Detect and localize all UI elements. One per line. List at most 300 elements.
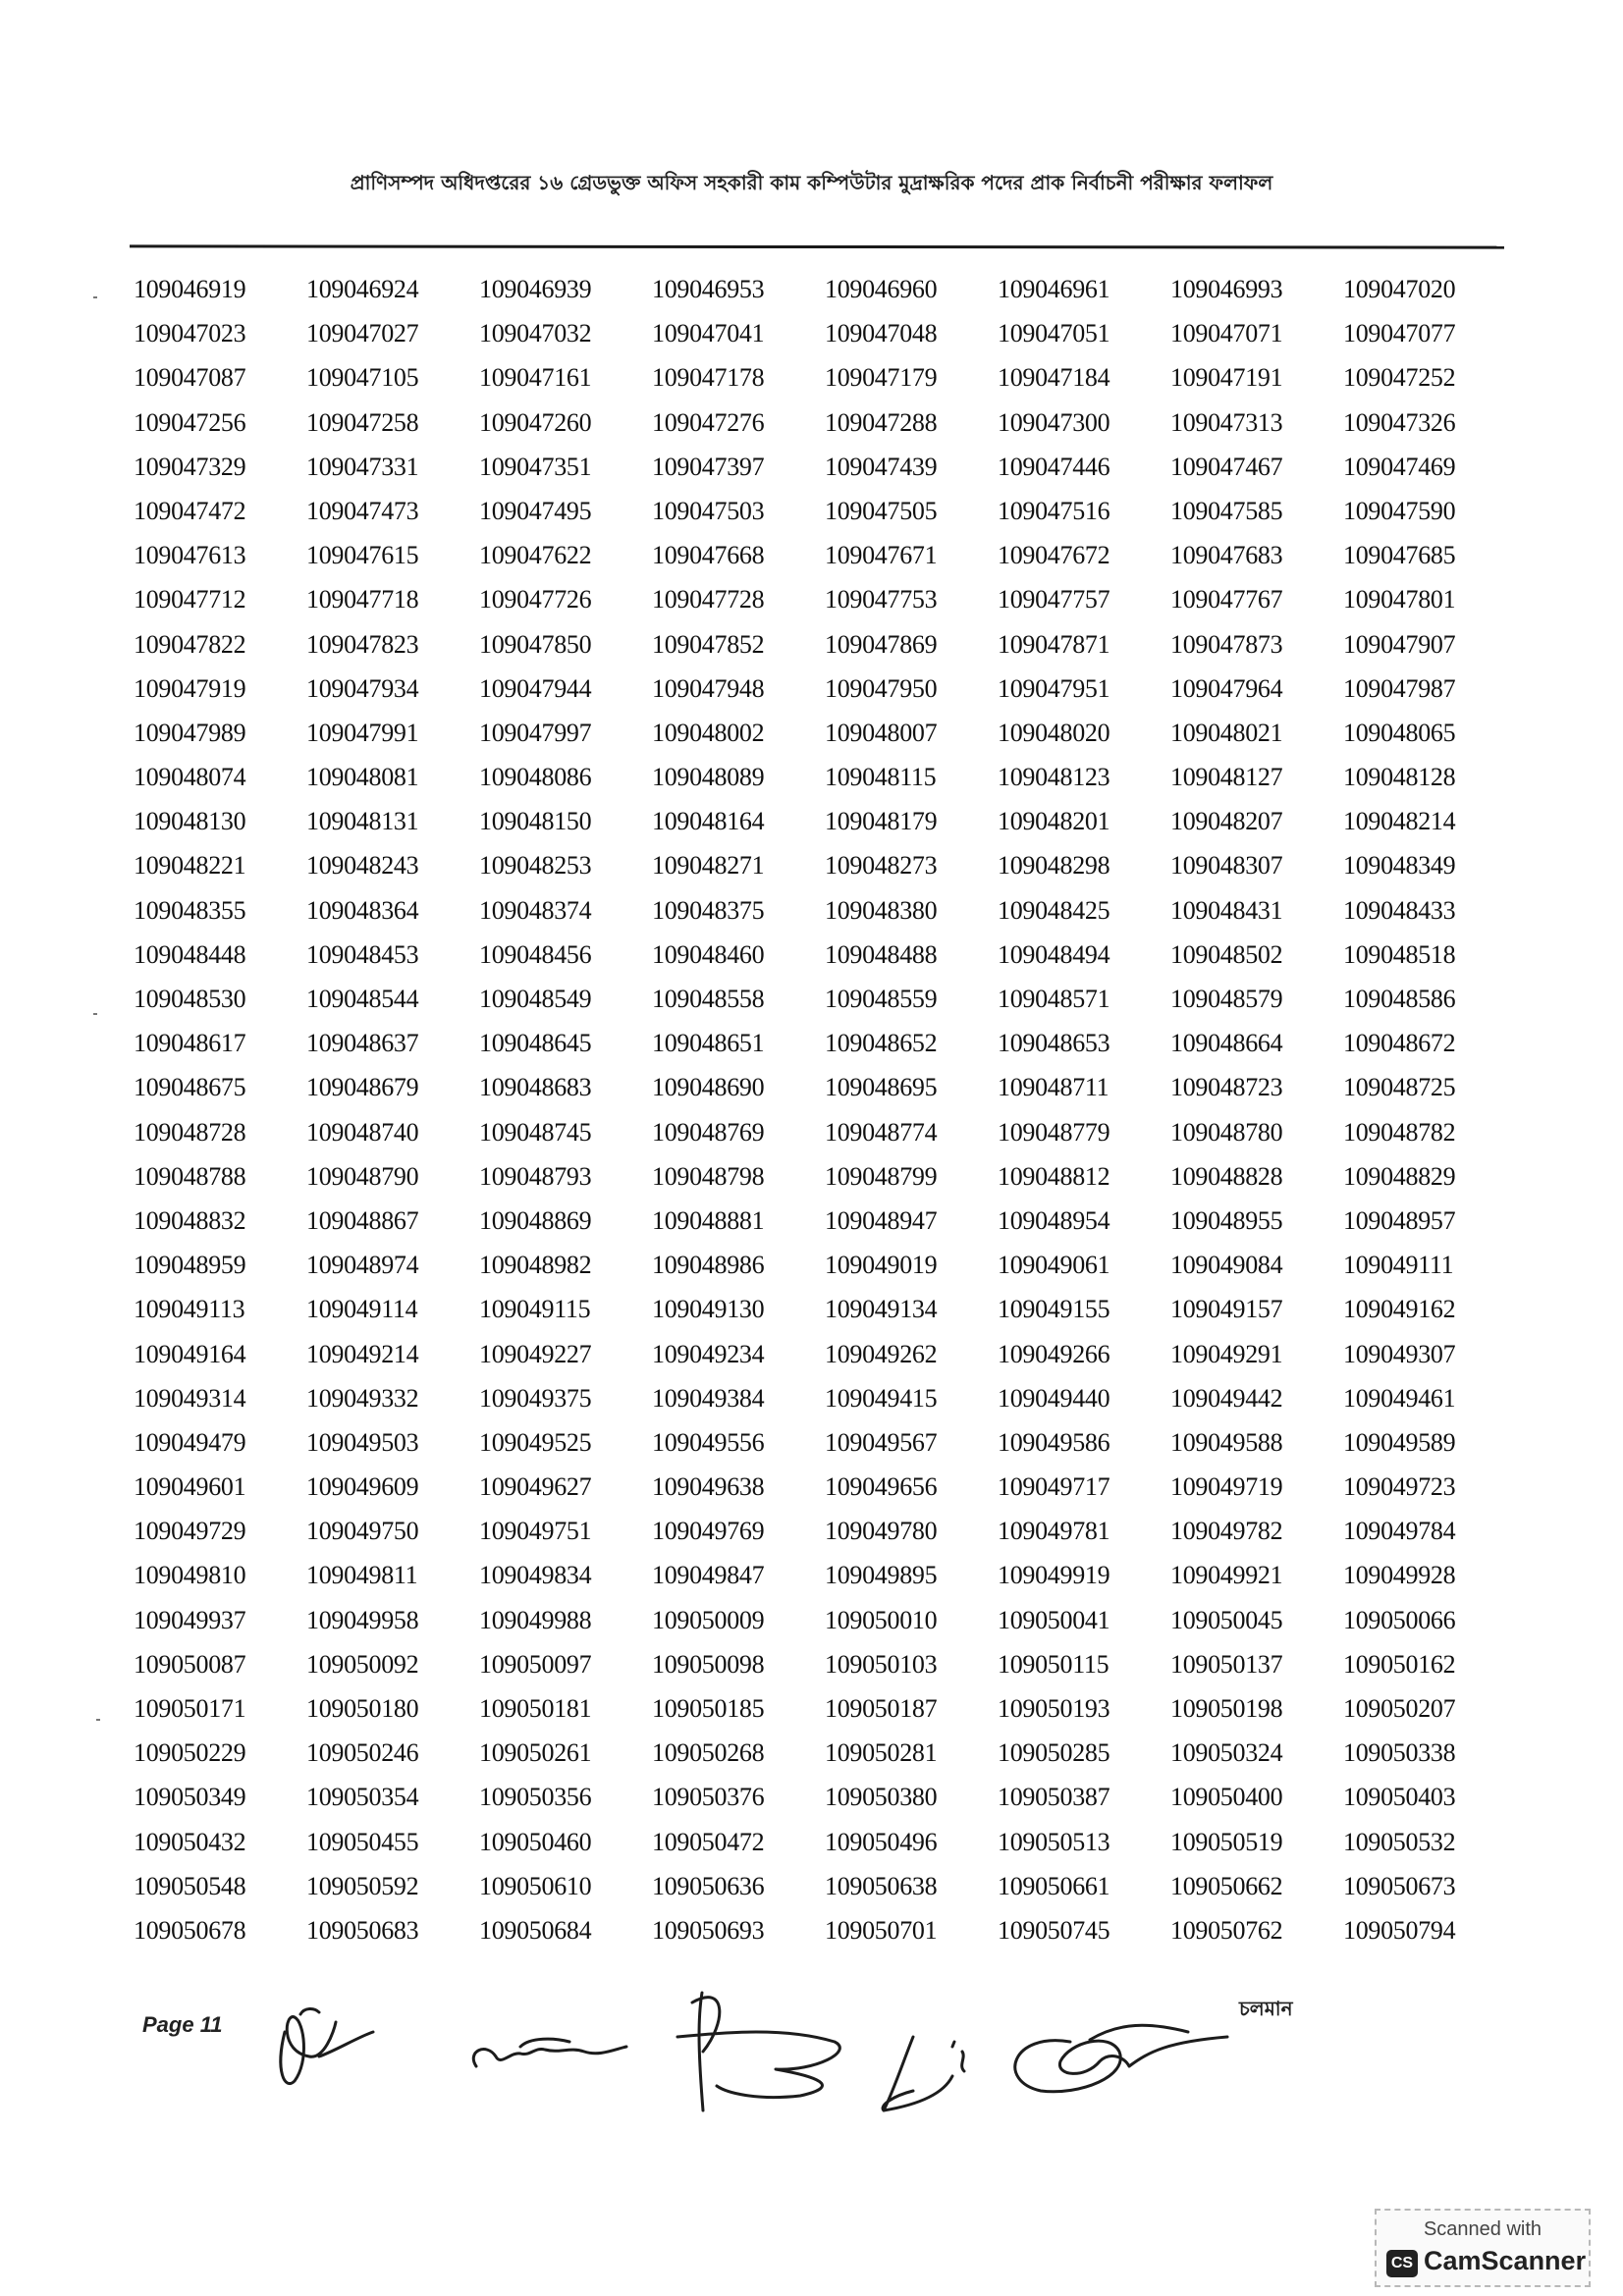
roll-number: 109047071 [1170, 319, 1283, 348]
roll-number: 109048617 [134, 1029, 246, 1058]
roll-number: 109047919 [134, 673, 246, 703]
roll-number: 109050693 [652, 1915, 765, 1945]
roll-number: 109049751 [479, 1517, 592, 1546]
roll-number: 109047613 [134, 541, 246, 570]
roll-number: 109048128 [1343, 763, 1456, 792]
roll-number: 109048271 [652, 851, 765, 881]
roll-number: 109047260 [479, 407, 592, 437]
header-rule [130, 244, 1504, 248]
roll-number: 109049375 [479, 1383, 592, 1413]
roll-number: 109048307 [1170, 851, 1283, 881]
roll-number: 109047329 [134, 452, 246, 481]
roll-number: 109048020 [998, 718, 1110, 747]
roll-number: 109048298 [998, 851, 1110, 881]
roll-number: 109048558 [652, 985, 765, 1013]
roll-number: 109049061 [998, 1251, 1110, 1280]
roll-number: 109048723 [1170, 1073, 1283, 1102]
roll-number: 109048683 [479, 1073, 592, 1102]
roll-number: 109048881 [652, 1205, 765, 1235]
roll-number: 109048959 [134, 1251, 246, 1280]
roll-number: 109048829 [1343, 1161, 1456, 1191]
roll-number: 109049656 [825, 1472, 938, 1502]
roll-number: 109049895 [825, 1561, 938, 1590]
roll-number: 109050162 [1343, 1649, 1456, 1679]
roll-number: 109049729 [134, 1517, 246, 1546]
roll-number: 109046993 [1170, 275, 1283, 303]
roll-number: 109047473 [306, 496, 419, 525]
roll-number: 109048115 [825, 763, 937, 792]
roll-number: 109049750 [306, 1517, 419, 1546]
roll-number: 109048799 [825, 1161, 938, 1191]
roll-number: 109049214 [306, 1339, 419, 1368]
roll-number: 109048711 [998, 1073, 1109, 1102]
roll-number: 109048740 [306, 1117, 419, 1147]
roll-number: 109047276 [652, 407, 765, 437]
roll-number: 109049115 [479, 1295, 591, 1324]
roll-number: 109049988 [479, 1605, 592, 1634]
roll-number: 109047590 [1343, 496, 1456, 525]
roll-number: 109048571 [998, 985, 1110, 1013]
roll-number: 109049113 [134, 1295, 245, 1324]
roll-number: 109047258 [306, 407, 419, 437]
roll-number: 109050636 [652, 1871, 765, 1900]
roll-number: 109050684 [479, 1915, 592, 1945]
roll-number: 109048695 [825, 1073, 938, 1102]
roll-number: 109047331 [306, 452, 419, 481]
roll-number: 109048179 [825, 807, 938, 836]
roll-number: 109048273 [825, 851, 938, 881]
roll-number: 109048947 [825, 1205, 938, 1235]
roll-number: 109050066 [1343, 1605, 1456, 1634]
roll-number: 109049810 [134, 1561, 246, 1590]
roll-number: 109047048 [825, 319, 938, 348]
roll-number: 109050745 [998, 1915, 1110, 1945]
roll-number: 109049811 [306, 1561, 418, 1590]
roll-number: 109048375 [652, 895, 765, 925]
roll-number: 109047767 [1170, 585, 1283, 614]
roll-number: 109050356 [479, 1783, 592, 1812]
roll-number: 109048425 [998, 895, 1110, 925]
roll-number: 109047871 [998, 629, 1110, 659]
roll-number: 109048788 [134, 1161, 246, 1191]
roll-number: 109048007 [825, 718, 938, 747]
roll-number: 109048957 [1343, 1205, 1456, 1235]
roll-number: 109050229 [134, 1738, 246, 1768]
roll-number: 109047161 [479, 363, 592, 393]
roll-number: 109048448 [134, 939, 246, 969]
roll-number: 109049155 [998, 1295, 1110, 1324]
roll-number: 109049589 [1343, 1427, 1456, 1457]
roll-number: 109049442 [1170, 1383, 1283, 1413]
roll-number: 109050246 [306, 1738, 419, 1768]
roll-number: 109050460 [479, 1827, 592, 1856]
roll-number: 109049769 [652, 1517, 765, 1546]
roll-number: 109050400 [1170, 1783, 1283, 1812]
roll-number: 109050455 [306, 1827, 419, 1856]
signature-1 [281, 2008, 373, 2083]
roll-number: 109049588 [1170, 1427, 1283, 1457]
roll-number: 109047439 [825, 452, 938, 481]
roll-number: 109048131 [306, 807, 419, 836]
roll-number: 109048954 [998, 1205, 1110, 1235]
roll-number: 109049134 [825, 1295, 938, 1324]
roll-number: 109050281 [825, 1738, 938, 1768]
roll-number: 109049130 [652, 1295, 765, 1324]
roll-number: 109048637 [306, 1029, 419, 1058]
roll-number: 109049847 [652, 1561, 765, 1590]
roll-number: 109048201 [998, 807, 1110, 836]
roll-number: 109048793 [479, 1161, 592, 1191]
roll-number: 109048349 [1343, 851, 1456, 881]
roll-number: 109047944 [479, 673, 592, 703]
roll-number: 109050180 [306, 1694, 419, 1723]
roll-number: 109050762 [1170, 1915, 1283, 1945]
roll-number: 109048798 [652, 1161, 765, 1191]
roll-number: 109047516 [998, 496, 1110, 525]
roll-number: 109047615 [306, 541, 419, 570]
roll-number: 109048664 [1170, 1029, 1283, 1058]
roll-number: 109050285 [998, 1738, 1110, 1768]
roll-number: 109050009 [652, 1605, 765, 1634]
roll-number: 109047252 [1343, 363, 1456, 393]
roll-number: 109049921 [1170, 1561, 1283, 1590]
roll-number: 109049111 [1343, 1251, 1454, 1280]
roll-number: 109048431 [1170, 895, 1283, 925]
roll-number: 109050097 [479, 1649, 592, 1679]
roll-number: 109047041 [652, 319, 765, 348]
roll-number: 109050673 [1343, 1871, 1456, 1900]
roll-number: 109048832 [134, 1205, 246, 1235]
roll-number: 109049638 [652, 1472, 765, 1502]
roll-number: 109049162 [1343, 1295, 1456, 1324]
roll-number: 109049780 [825, 1517, 938, 1546]
roll-number: 109048130 [134, 807, 246, 836]
roll-number: 109047023 [134, 319, 246, 348]
roll-number: 109048086 [479, 763, 592, 792]
roll-number: 109050187 [825, 1694, 938, 1723]
roll-number: 109048652 [825, 1029, 938, 1058]
roll-number: 109050610 [479, 1871, 592, 1900]
roll-number: 109050638 [825, 1871, 938, 1900]
roll-number: 109050268 [652, 1738, 765, 1768]
roll-number: 109047997 [479, 718, 592, 747]
roll-number: 109049227 [479, 1339, 592, 1368]
roll-number: 109047191 [1170, 363, 1283, 393]
scan-speck [93, 296, 97, 298]
roll-number: 109049601 [134, 1472, 246, 1502]
roll-number: 109047907 [1343, 629, 1456, 659]
roll-number: 109047032 [479, 319, 592, 348]
roll-number: 109048544 [306, 985, 419, 1013]
roll-number: 109047726 [479, 585, 592, 614]
roll-number: 109050532 [1343, 1827, 1456, 1856]
roll-number: 109050496 [825, 1827, 938, 1856]
roll-number: 109048380 [825, 895, 938, 925]
roll-number: 109050661 [998, 1871, 1110, 1900]
roll-number: 109048559 [825, 985, 938, 1013]
roll-number: 109047178 [652, 363, 765, 393]
roll-number: 109047256 [134, 407, 246, 437]
roll-number: 109047948 [652, 673, 765, 703]
roll-number: 109048982 [479, 1251, 592, 1280]
roll-number: 109050354 [306, 1783, 419, 1812]
roll-number: 109047753 [825, 585, 938, 614]
roll-number: 109049525 [479, 1427, 592, 1457]
roll-number: 109048453 [306, 939, 419, 969]
roll-number: 109049782 [1170, 1517, 1283, 1546]
roll-number: 109048364 [306, 895, 419, 925]
roll-number: 109048081 [306, 763, 419, 792]
roll-number: 109048586 [1343, 985, 1456, 1013]
roll-number: 109047288 [825, 407, 938, 437]
roll-number: 109049266 [998, 1339, 1110, 1368]
roll-number: 109048728 [134, 1117, 246, 1147]
roll-number: 109048986 [652, 1251, 765, 1280]
roll-number: 109048502 [1170, 939, 1283, 969]
roll-number: 109047801 [1343, 585, 1456, 614]
roll-number: 109046939 [479, 275, 592, 303]
roll-number: 109048150 [479, 807, 592, 836]
roll-number: 109049556 [652, 1427, 765, 1457]
roll-number: 109048812 [998, 1161, 1110, 1191]
roll-number: 109047873 [1170, 629, 1283, 659]
roll-number: 109050432 [134, 1827, 246, 1856]
roll-number: 109049384 [652, 1383, 765, 1413]
roll-number: 109050519 [1170, 1827, 1283, 1856]
roll-number: 109048769 [652, 1117, 765, 1147]
roll-number: 109050794 [1343, 1915, 1456, 1945]
roll-number: 109050678 [134, 1915, 246, 1945]
roll-number: 109049234 [652, 1339, 765, 1368]
roll-number: 109048253 [479, 851, 592, 881]
roll-number: 109050349 [134, 1783, 246, 1812]
roll-number: 109049314 [134, 1383, 246, 1413]
roll-number: 109047934 [306, 673, 419, 703]
roll-number: 109047622 [479, 541, 592, 570]
roll-number: 109048123 [998, 763, 1110, 792]
roll-number: 109049415 [825, 1383, 938, 1413]
signature-annotation: চলমান [1239, 1997, 1293, 2020]
roll-number: 109048089 [652, 763, 765, 792]
roll-number: 109049781 [998, 1517, 1110, 1546]
roll-number: 109048355 [134, 895, 246, 925]
roll-number: 109050403 [1343, 1783, 1456, 1812]
roll-number: 109046919 [134, 275, 246, 303]
watermark-caption: Scanned with [1423, 2218, 1542, 2240]
roll-number-grid [134, 267, 1516, 1952]
roll-number: 109050115 [998, 1649, 1109, 1679]
camscanner-logo-icon: CS [1386, 2250, 1418, 2277]
roll-number: 109048645 [479, 1029, 592, 1058]
roll-number: 109048779 [998, 1117, 1110, 1147]
roll-number: 109050045 [1170, 1605, 1283, 1634]
roll-number: 109047505 [825, 496, 938, 525]
scanner-watermark [1375, 2209, 1591, 2287]
roll-number: 109050701 [825, 1915, 938, 1945]
roll-number: 109048672 [1343, 1029, 1456, 1058]
roll-number: 109049627 [479, 1472, 592, 1502]
roll-number: 109047077 [1343, 319, 1456, 348]
roll-number: 109050662 [1170, 1871, 1283, 1900]
roll-number: 109048460 [652, 939, 765, 969]
roll-number: 109048243 [306, 851, 419, 881]
roll-number: 109048488 [825, 939, 938, 969]
roll-number: 109048530 [134, 985, 246, 1013]
roll-number: 109047472 [134, 496, 246, 525]
roll-number: 109047397 [652, 452, 765, 481]
roll-number: 109049719 [1170, 1472, 1283, 1502]
scan-speck [93, 1013, 97, 1015]
roll-number: 109049084 [1170, 1251, 1283, 1280]
roll-number: 109049262 [825, 1339, 938, 1368]
roll-number: 109047823 [306, 629, 419, 659]
roll-number: 109048074 [134, 763, 246, 792]
roll-number: 109049332 [306, 1383, 419, 1413]
roll-number: 109049723 [1343, 1472, 1456, 1502]
signature-3 [677, 1993, 839, 2110]
roll-number: 109048494 [998, 939, 1110, 969]
roll-number: 109050513 [998, 1827, 1110, 1856]
roll-number: 109047757 [998, 585, 1110, 614]
roll-number: 109049479 [134, 1427, 246, 1457]
roll-number: 109047027 [306, 319, 419, 348]
roll-number: 109046953 [652, 275, 765, 303]
roll-number: 109050185 [652, 1694, 765, 1723]
roll-number: 109050592 [306, 1871, 419, 1900]
roll-number: 109048433 [1343, 895, 1456, 925]
roll-number: 109047850 [479, 629, 592, 659]
roll-number: 109050198 [1170, 1694, 1283, 1723]
roll-number: 109050171 [134, 1694, 246, 1723]
roll-number: 109049784 [1343, 1517, 1456, 1546]
roll-number: 109047852 [652, 629, 765, 659]
signature-4 [883, 2037, 964, 2110]
roll-number: 109050010 [825, 1605, 938, 1634]
roll-number: 109048207 [1170, 807, 1283, 836]
roll-number: 109048549 [479, 985, 592, 1013]
roll-number: 109048021 [1170, 718, 1283, 747]
roll-number: 109048579 [1170, 985, 1283, 1013]
roll-number: 109048725 [1343, 1073, 1456, 1102]
roll-number: 109048869 [479, 1205, 592, 1235]
roll-number: 109050548 [134, 1871, 246, 1900]
roll-number: 109048774 [825, 1117, 938, 1147]
roll-number: 109048675 [134, 1073, 246, 1102]
roll-number: 109049019 [825, 1251, 938, 1280]
roll-number: 109047300 [998, 407, 1110, 437]
roll-number: 109048518 [1343, 939, 1456, 969]
roll-number: 109047964 [1170, 673, 1283, 703]
roll-number: 109047672 [998, 541, 1110, 570]
roll-number: 109048651 [652, 1029, 765, 1058]
roll-number: 109047712 [134, 585, 246, 614]
roll-number: 109048127 [1170, 763, 1283, 792]
watermark-brand: CamScanner [1424, 2246, 1587, 2275]
roll-number: 109047495 [479, 496, 592, 525]
roll-number: 109047950 [825, 673, 938, 703]
roll-number: 109047685 [1343, 541, 1456, 570]
roll-number: 109047020 [1343, 275, 1456, 303]
roll-number: 109049114 [306, 1295, 418, 1324]
roll-number: 109048690 [652, 1073, 765, 1102]
roll-number: 109048002 [652, 718, 765, 747]
roll-number: 109050380 [825, 1783, 938, 1812]
roll-number: 109049958 [306, 1605, 419, 1634]
roll-number: 109049937 [134, 1605, 246, 1634]
roll-number: 109047467 [1170, 452, 1283, 481]
roll-number: 109049503 [306, 1427, 419, 1457]
page-title: প্রাণিসম্পদ অধিদপ্তরের ১৬ গ্রেডভুক্ত অফিস সহকারী কাম কম্পিউটার মুদ্রাক্ষরিক পদের প্রাক নির্বাচনী পরীক্ষার ফলাফল [350, 171, 1273, 194]
roll-number: 109049440 [998, 1383, 1110, 1413]
roll-number: 109050103 [825, 1649, 938, 1679]
roll-number: 109050207 [1343, 1694, 1456, 1723]
roll-number: 109048374 [479, 895, 592, 925]
roll-number: 109050098 [652, 1649, 765, 1679]
roll-number: 109050181 [479, 1694, 592, 1723]
roll-number: 109050683 [306, 1915, 419, 1945]
roll-number: 109050087 [134, 1649, 246, 1679]
roll-number: 109047728 [652, 585, 765, 614]
roll-number: 109047469 [1343, 452, 1456, 481]
roll-number: 109050338 [1343, 1738, 1456, 1768]
roll-number: 109048679 [306, 1073, 419, 1102]
roll-number: 109048456 [479, 939, 592, 969]
roll-number: 109050092 [306, 1649, 419, 1679]
roll-number: 109049157 [1170, 1295, 1283, 1324]
roll-number: 109047989 [134, 718, 246, 747]
roll-number: 109048065 [1343, 718, 1456, 747]
roll-number: 109047087 [134, 363, 246, 393]
signature-2 [473, 2039, 626, 2066]
roll-number: 109049461 [1343, 1383, 1456, 1413]
roll-number: 109049919 [998, 1561, 1110, 1590]
roll-number: 109047987 [1343, 673, 1456, 703]
roll-number: 109048974 [306, 1251, 419, 1280]
roll-number: 109050137 [1170, 1649, 1283, 1679]
roll-number: 109048790 [306, 1161, 419, 1191]
roll-number: 109047446 [998, 452, 1110, 481]
roll-number: 109047503 [652, 496, 765, 525]
roll-number: 109048955 [1170, 1205, 1283, 1235]
roll-number: 109050324 [1170, 1738, 1283, 1768]
roll-number: 109050193 [998, 1694, 1110, 1723]
roll-number: 109046960 [825, 275, 938, 303]
roll-number: 109048867 [306, 1205, 419, 1235]
roll-number: 109048828 [1170, 1161, 1283, 1191]
roll-number: 109047179 [825, 363, 938, 393]
roll-number: 109050376 [652, 1783, 765, 1812]
roll-number: 109046961 [998, 275, 1110, 303]
roll-number: 109050387 [998, 1783, 1110, 1812]
roll-number: 109050472 [652, 1827, 765, 1856]
roll-number: 109047313 [1170, 407, 1283, 437]
roll-number: 109048214 [1343, 807, 1456, 836]
roll-number: 109047718 [306, 585, 419, 614]
scan-speck [96, 1719, 100, 1721]
roll-number: 109049834 [479, 1561, 592, 1590]
signature-5 [1015, 2025, 1227, 2091]
roll-number: 109047184 [998, 363, 1110, 393]
roll-number: 109049586 [998, 1427, 1110, 1457]
roll-number: 109049717 [998, 1472, 1110, 1502]
page-number: Page 11 [142, 2012, 223, 2037]
roll-number: 109047671 [825, 541, 938, 570]
roll-number: 109048653 [998, 1029, 1110, 1058]
roll-number: 109049928 [1343, 1561, 1456, 1590]
roll-number: 109047822 [134, 629, 246, 659]
roll-number: 109047326 [1343, 407, 1456, 437]
roll-number: 109049609 [306, 1472, 419, 1502]
